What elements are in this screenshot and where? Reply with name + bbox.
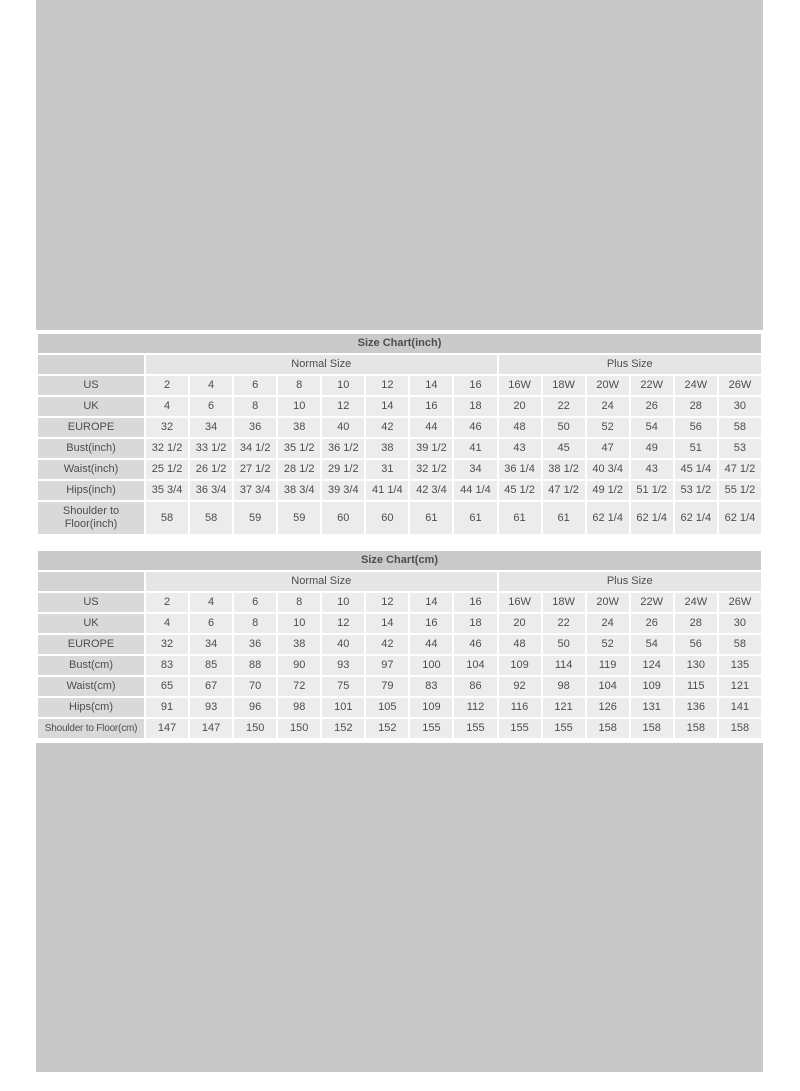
- value-cell: 104: [587, 677, 629, 696]
- value-cell: 70: [234, 677, 276, 696]
- size-chart-inch-table: [36, 332, 763, 536]
- value-cell: 52: [587, 418, 629, 437]
- value-cell: 115: [675, 677, 717, 696]
- value-cell: 30: [719, 614, 761, 633]
- value-cell: 32 1/2: [146, 439, 188, 458]
- table-row: [38, 502, 761, 534]
- value-cell: 8: [234, 614, 276, 633]
- value-cell: 61: [499, 502, 541, 534]
- row-label: US: [38, 593, 144, 612]
- size-chart-cm-table: [36, 549, 763, 740]
- value-cell: 36: [234, 635, 276, 654]
- value-cell: 155: [410, 719, 452, 738]
- value-cell: 130: [675, 656, 717, 675]
- row-label: Hips(cm): [38, 698, 144, 717]
- value-cell: 20W: [587, 593, 629, 612]
- value-cell: 126: [587, 698, 629, 717]
- value-cell: 6: [190, 614, 232, 633]
- value-cell: 51: [675, 439, 717, 458]
- value-cell: 6: [234, 376, 276, 395]
- table-title-row: [38, 334, 761, 353]
- value-cell: 38: [366, 439, 408, 458]
- value-cell: 54: [631, 418, 673, 437]
- table-row: [38, 439, 761, 458]
- value-cell: 10: [322, 376, 364, 395]
- value-cell: 22W: [631, 376, 673, 395]
- value-cell: 28 1/2: [278, 460, 320, 479]
- value-cell: 48: [499, 418, 541, 437]
- value-cell: 14: [410, 593, 452, 612]
- value-cell: 24: [587, 397, 629, 416]
- value-cell: 83: [146, 656, 188, 675]
- value-cell: 32 1/2: [410, 460, 452, 479]
- value-cell: 152: [322, 719, 364, 738]
- table-row: [38, 698, 761, 717]
- value-cell: 40: [322, 635, 364, 654]
- value-cell: 28: [675, 397, 717, 416]
- value-cell: 41 1/4: [366, 481, 408, 500]
- value-cell: 22: [543, 397, 585, 416]
- value-cell: 29 1/2: [322, 460, 364, 479]
- value-cell: 59: [234, 502, 276, 534]
- value-cell: 28: [675, 614, 717, 633]
- value-cell: 147: [146, 719, 188, 738]
- value-cell: 39 3/4: [322, 481, 364, 500]
- value-cell: 26 1/2: [190, 460, 232, 479]
- value-cell: 101: [322, 698, 364, 717]
- value-cell: 141: [719, 698, 761, 717]
- value-cell: 155: [543, 719, 585, 738]
- value-cell: 38: [278, 635, 320, 654]
- value-cell: 155: [454, 719, 496, 738]
- value-cell: 34: [190, 635, 232, 654]
- row-label: US: [38, 376, 144, 395]
- value-cell: 25 1/2: [146, 460, 188, 479]
- value-cell: 65: [146, 677, 188, 696]
- value-cell: 42: [366, 418, 408, 437]
- value-cell: 50: [543, 635, 585, 654]
- value-cell: 6: [234, 593, 276, 612]
- value-cell: 2: [146, 593, 188, 612]
- value-cell: 4: [146, 614, 188, 633]
- value-cell: 150: [278, 719, 320, 738]
- value-cell: 44 1/4: [454, 481, 496, 500]
- value-cell: 158: [587, 719, 629, 738]
- value-cell: 85: [190, 656, 232, 675]
- value-cell: 16W: [499, 376, 541, 395]
- value-cell: 114: [543, 656, 585, 675]
- value-cell: 98: [543, 677, 585, 696]
- column-group-header: Plus Size: [499, 572, 762, 591]
- value-cell: 55 1/2: [719, 481, 761, 500]
- row-label: Waist(inch): [38, 460, 144, 479]
- product-image-placeholder-bottom: [36, 743, 763, 1072]
- value-cell: 36 1/4: [499, 460, 541, 479]
- value-cell: 59: [278, 502, 320, 534]
- column-group-header: Normal Size: [146, 572, 497, 591]
- table-row: [38, 656, 761, 675]
- table-title: Size Chart(inch): [38, 334, 761, 353]
- value-cell: 44: [410, 635, 452, 654]
- value-cell: 49: [631, 439, 673, 458]
- value-cell: 150: [234, 719, 276, 738]
- value-cell: 97: [366, 656, 408, 675]
- value-cell: 22W: [631, 593, 673, 612]
- row-label: Bust(inch): [38, 439, 144, 458]
- value-cell: 47 1/2: [719, 460, 761, 479]
- value-cell: 62 1/4: [631, 502, 673, 534]
- value-cell: 16: [410, 614, 452, 633]
- row-label: Shoulder to Floor(inch): [38, 502, 144, 534]
- value-cell: 93: [190, 698, 232, 717]
- value-cell: 47: [587, 439, 629, 458]
- value-cell: 8: [278, 376, 320, 395]
- value-cell: 31: [366, 460, 408, 479]
- row-label: Bust(cm): [38, 656, 144, 675]
- table-row: [38, 593, 761, 612]
- value-cell: 34 1/2: [234, 439, 276, 458]
- value-cell: 112: [454, 698, 496, 717]
- value-cell: 109: [631, 677, 673, 696]
- value-cell: 8: [234, 397, 276, 416]
- value-cell: 38: [278, 418, 320, 437]
- value-cell: 24: [587, 614, 629, 633]
- row-label: Hips(inch): [38, 481, 144, 500]
- value-cell: 12: [366, 376, 408, 395]
- value-cell: 4: [146, 397, 188, 416]
- value-cell: 83: [410, 677, 452, 696]
- value-cell: 158: [631, 719, 673, 738]
- row-label: UK: [38, 397, 144, 416]
- value-cell: 12: [366, 593, 408, 612]
- value-cell: 40 3/4: [587, 460, 629, 479]
- value-cell: 26W: [719, 593, 761, 612]
- corner-cell: [38, 355, 144, 374]
- value-cell: 51 1/2: [631, 481, 673, 500]
- value-cell: 24W: [675, 376, 717, 395]
- value-cell: 109: [410, 698, 452, 717]
- value-cell: 34: [454, 460, 496, 479]
- value-cell: 8: [278, 593, 320, 612]
- value-cell: 98: [278, 698, 320, 717]
- value-cell: 47 1/2: [543, 481, 585, 500]
- value-cell: 43: [631, 460, 673, 479]
- value-cell: 109: [499, 656, 541, 675]
- value-cell: 49 1/2: [587, 481, 629, 500]
- value-cell: 18W: [543, 593, 585, 612]
- value-cell: 60: [322, 502, 364, 534]
- value-cell: 26W: [719, 376, 761, 395]
- value-cell: 92: [499, 677, 541, 696]
- value-cell: 48: [499, 635, 541, 654]
- value-cell: 20: [499, 614, 541, 633]
- value-cell: 16: [410, 397, 452, 416]
- value-cell: 60: [366, 502, 408, 534]
- value-cell: 24W: [675, 593, 717, 612]
- row-label: EUROPE: [38, 635, 144, 654]
- value-cell: 67: [190, 677, 232, 696]
- value-cell: 61: [543, 502, 585, 534]
- value-cell: 91: [146, 698, 188, 717]
- value-cell: 39 1/2: [410, 439, 452, 458]
- corner-cell: [38, 572, 144, 591]
- value-cell: 6: [190, 397, 232, 416]
- value-cell: 75: [322, 677, 364, 696]
- value-cell: 61: [410, 502, 452, 534]
- value-cell: 135: [719, 656, 761, 675]
- value-cell: 14: [366, 397, 408, 416]
- value-cell: 90: [278, 656, 320, 675]
- table-row: [38, 481, 761, 500]
- value-cell: 37 3/4: [234, 481, 276, 500]
- column-group-header: Plus Size: [499, 355, 762, 374]
- value-cell: 32: [146, 418, 188, 437]
- value-cell: 42 3/4: [410, 481, 452, 500]
- row-label: UK: [38, 614, 144, 633]
- value-cell: 53 1/2: [675, 481, 717, 500]
- value-cell: 34: [190, 418, 232, 437]
- value-cell: 121: [543, 698, 585, 717]
- column-group-row: [38, 355, 761, 374]
- table-row: [38, 460, 761, 479]
- value-cell: 100: [410, 656, 452, 675]
- value-cell: 16: [454, 593, 496, 612]
- value-cell: 14: [410, 376, 452, 395]
- value-cell: 33 1/2: [190, 439, 232, 458]
- value-cell: 86: [454, 677, 496, 696]
- table-row: [38, 614, 761, 633]
- value-cell: 58: [190, 502, 232, 534]
- value-cell: 42: [366, 635, 408, 654]
- value-cell: 52: [587, 635, 629, 654]
- value-cell: 45 1/4: [675, 460, 717, 479]
- column-group-row: [38, 572, 761, 591]
- value-cell: 35 3/4: [146, 481, 188, 500]
- value-cell: 10: [278, 614, 320, 633]
- value-cell: 56: [675, 418, 717, 437]
- value-cell: 30: [719, 397, 761, 416]
- value-cell: 119: [587, 656, 629, 675]
- value-cell: 46: [454, 418, 496, 437]
- row-label: EUROPE: [38, 418, 144, 437]
- value-cell: 58: [146, 502, 188, 534]
- value-cell: 16: [454, 376, 496, 395]
- value-cell: 10: [322, 593, 364, 612]
- value-cell: 152: [366, 719, 408, 738]
- value-cell: 116: [499, 698, 541, 717]
- value-cell: 20W: [587, 376, 629, 395]
- value-cell: 96: [234, 698, 276, 717]
- value-cell: 45 1/2: [499, 481, 541, 500]
- value-cell: 46: [454, 635, 496, 654]
- value-cell: 20: [499, 397, 541, 416]
- table-row: [38, 635, 761, 654]
- value-cell: 36: [234, 418, 276, 437]
- value-cell: 45: [543, 439, 585, 458]
- value-cell: 38 1/2: [543, 460, 585, 479]
- table-row: [38, 719, 761, 738]
- row-label: Waist(cm): [38, 677, 144, 696]
- value-cell: 35 1/2: [278, 439, 320, 458]
- value-cell: 61: [454, 502, 496, 534]
- value-cell: 32: [146, 635, 188, 654]
- value-cell: 56: [675, 635, 717, 654]
- value-cell: 147: [190, 719, 232, 738]
- value-cell: 14: [366, 614, 408, 633]
- value-cell: 136: [675, 698, 717, 717]
- value-cell: 38 3/4: [278, 481, 320, 500]
- value-cell: 53: [719, 439, 761, 458]
- value-cell: 12: [322, 614, 364, 633]
- value-cell: 158: [675, 719, 717, 738]
- table-row: [38, 677, 761, 696]
- value-cell: 40: [322, 418, 364, 437]
- table-title: Size Chart(cm): [38, 551, 761, 570]
- value-cell: 2: [146, 376, 188, 395]
- value-cell: 131: [631, 698, 673, 717]
- value-cell: 79: [366, 677, 408, 696]
- value-cell: 41: [454, 439, 496, 458]
- value-cell: 155: [499, 719, 541, 738]
- value-cell: 158: [719, 719, 761, 738]
- product-image-placeholder-top: [36, 0, 763, 330]
- value-cell: 62 1/4: [587, 502, 629, 534]
- value-cell: 43: [499, 439, 541, 458]
- row-label: Shoulder to Floor(cm): [38, 719, 144, 738]
- value-cell: 121: [719, 677, 761, 696]
- value-cell: 50: [543, 418, 585, 437]
- value-cell: 22: [543, 614, 585, 633]
- value-cell: 36 1/2: [322, 439, 364, 458]
- page-content: [36, 0, 763, 1072]
- value-cell: 72: [278, 677, 320, 696]
- table-row: [38, 397, 761, 416]
- table-row: [38, 418, 761, 437]
- value-cell: 88: [234, 656, 276, 675]
- value-cell: 18W: [543, 376, 585, 395]
- value-cell: 62 1/4: [719, 502, 761, 534]
- value-cell: 54: [631, 635, 673, 654]
- value-cell: 58: [719, 418, 761, 437]
- value-cell: 93: [322, 656, 364, 675]
- value-cell: 18: [454, 614, 496, 633]
- value-cell: 58: [719, 635, 761, 654]
- value-cell: 44: [410, 418, 452, 437]
- column-group-header: Normal Size: [146, 355, 497, 374]
- value-cell: 16W: [499, 593, 541, 612]
- value-cell: 26: [631, 614, 673, 633]
- value-cell: 104: [454, 656, 496, 675]
- value-cell: 10: [278, 397, 320, 416]
- value-cell: 62 1/4: [675, 502, 717, 534]
- value-cell: 36 3/4: [190, 481, 232, 500]
- value-cell: 4: [190, 593, 232, 612]
- value-cell: 105: [366, 698, 408, 717]
- table-gap: [36, 536, 763, 549]
- value-cell: 124: [631, 656, 673, 675]
- value-cell: 27 1/2: [234, 460, 276, 479]
- table-title-row: [38, 551, 761, 570]
- value-cell: 26: [631, 397, 673, 416]
- table-row: [38, 376, 761, 395]
- value-cell: 18: [454, 397, 496, 416]
- value-cell: 4: [190, 376, 232, 395]
- value-cell: 12: [322, 397, 364, 416]
